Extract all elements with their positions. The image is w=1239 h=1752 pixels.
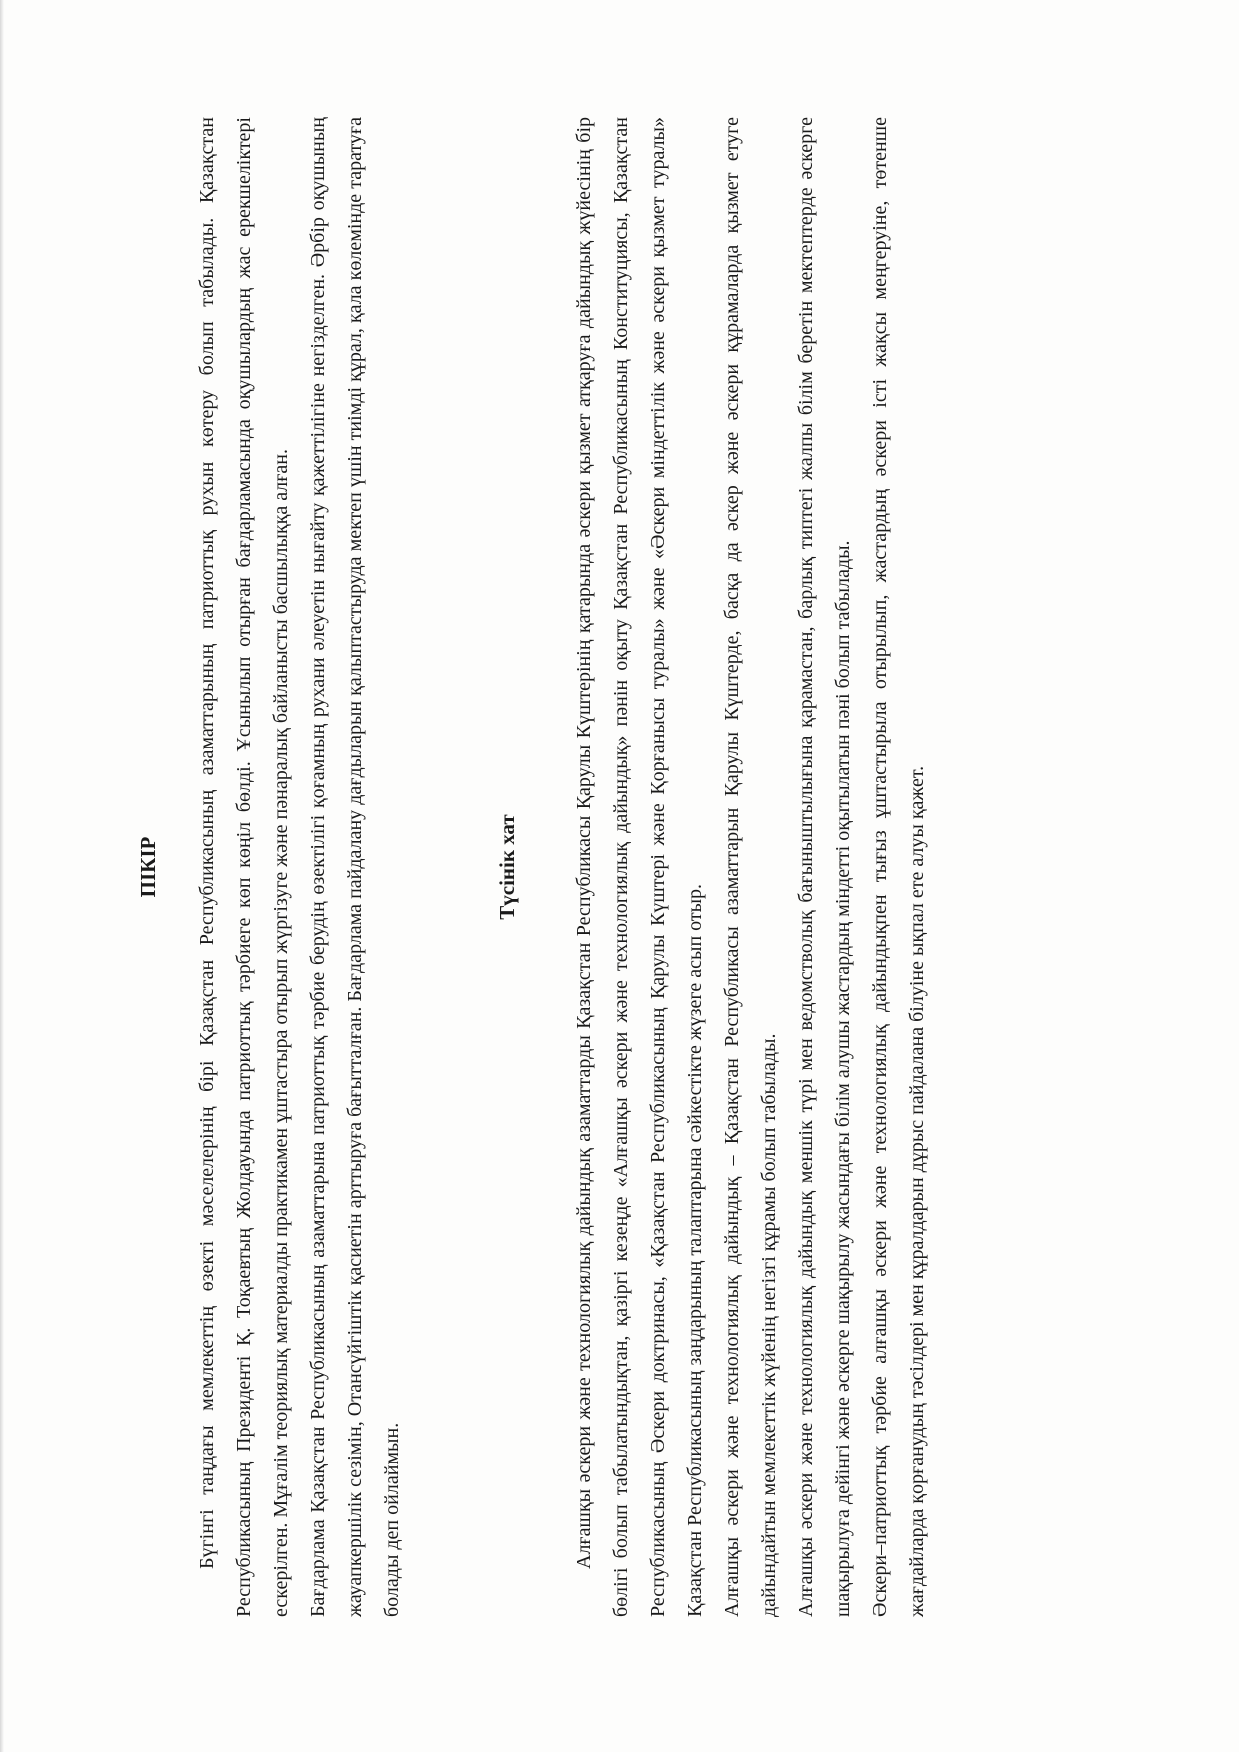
note-paragraph-1: Алғашқы әскери және технологиялық дайындық азаматтарды Қазақстан Республикасы Қарулы Күштерінің қатарында әскери қызмет атқаруға дайындық жүйесінің бір бөлігі болып табылатындықтан, қазіргі кезеңде «Алғашқы әскери және технологиялық дайындық» пәнін оқыту Қазақстан Республикасының Конституциясы, Қазақстан Республикасының Әскери доктринасы, «Қазақстан Республикасының Қарулы Күштері және Қорғанысы туралы» және «Әскери міндеттілік және әскери қызмет туралы» Қазақстан Республикасының заңдарының талаптарына сәйкестікте жүзеге асып отыр. [573, 117, 706, 1617]
note-paragraph-2: Алғашқы әскери және технологиялық дайындық – Қазақстан Республикасы азаматтарын Қарулы Күштерде, басқа да әскер және әскери құрамаларда қызмет етуге дайындайтын мемлекеттік жүйенің негізгі құрамы болып табылады. [721, 117, 780, 1617]
note-paragraph-3: Алғашқы әскери және технологиялық дайындық меншік түрі мен ведомстволық бағыныштылығына қарамастан, барлық типтегі жалпы білім беретін мектептерде әскерге шақырылуға дейінгі және әскерге шақырылу жасындағы білім алушы жастардың міндетті оқытылатын пәні болып табылады. [795, 117, 854, 1617]
explanatory-note-title: Түсінік хат [495, 814, 519, 920]
review-paragraph-1: Бүгінгі таңдағы мемлекеттің өзекті мәселелерінің бірі Қазақстан Республикасының азаматтарының патриоттық рухын көтеру болып табылады. Қазақстан Республикасының Президенті Қ. Тоқаевтың Жолдауында патриоттық тәрбиеге көп көңіл бөлді. Ұсынылып отырған бағдарламасында оқушылардың жас ерекшеліктері ескерілген. Мұғалім теориялық материалды практикамен ұштастыра отырып жүргізуге және пәнаралық байланысты басшылыққа алған. [196, 117, 292, 1617]
review-title: ПІКІР [136, 836, 160, 898]
note-paragraph-4: Әскери–патриоттық тәрбие алғашқы әскери және технологиялық дайындықпен тығыз ұштастырыла отырылып, жастардың әскери істі жақсы меңгеруіне, төтенше жағдайларда қорғанудың тәсілдері мен құралдарын дұрыс пайдалана білуіне ықпал ете алуы қажет. [869, 117, 928, 1617]
document-body [130, 117, 936, 1617]
review-paragraph-2: Бағдарлама Қазақстан Республикасының азаматтарына патриоттық тәрбие берудің өзектілігі қоғамның рухани әлеуетін нығайту қажеттілігіне негізделген. Әрбір оқушының жауапкершілік сезімін, Отансүйгіштік қасиетін арттыруға бағытталған. Бағдарлама пайдалану дағдыларын қалыптастыруда мектеп үшін тиімді құрал, қала көлемінде таратуға болады деп ойлаймын. [307, 117, 403, 1617]
